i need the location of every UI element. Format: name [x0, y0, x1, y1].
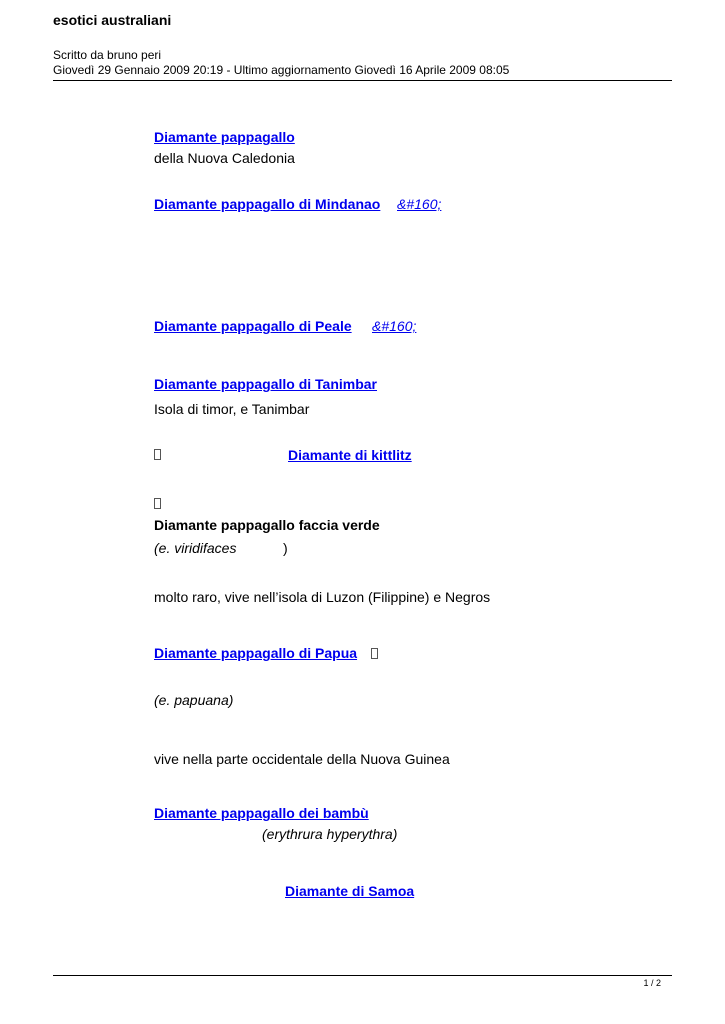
link-diamante-mindanao[interactable]: Diamante pappagallo di Mindanao: [154, 196, 381, 212]
missing-glyph-icon: [154, 449, 161, 460]
entity-link-peale[interactable]: &#160;: [372, 318, 417, 334]
text-luzon: molto raro, vive nell’isola di Luzon (Filippine) e Negros: [154, 589, 491, 605]
link-diamante-bambu[interactable]: Diamante pappagallo dei bambù: [154, 805, 369, 821]
species-viridifaces: (e. viridifaces: [154, 540, 237, 556]
link-diamante-kittlitz[interactable]: Diamante di kittlitz: [288, 447, 412, 463]
entity-link-mindanao[interactable]: &#160;: [397, 196, 442, 212]
species-hyperythra: (erythrura hyperythra): [262, 826, 398, 842]
page-indicator: 1 / 2: [643, 978, 661, 988]
date-line: Giovedì 29 Gennaio 2009 20:19 - Ultimo aggiornamento Giovedì 16 Aprile 2009 08:05: [53, 63, 510, 77]
link-diamante-samoa[interactable]: Diamante di Samoa: [285, 883, 415, 899]
document-title: esotici australiani: [53, 12, 172, 28]
text-nuova-guinea: vive nella parte occidentale della Nuova Guinea: [154, 751, 450, 767]
subtitle-nuova-caledonia: della Nuova Caledonia: [154, 150, 295, 166]
link-diamante-papua[interactable]: Diamante pappagallo di Papua: [154, 645, 358, 661]
link-diamante-peale[interactable]: Diamante pappagallo di Peale: [154, 318, 352, 334]
link-diamante-tanimbar[interactable]: Diamante pappagallo di Tanimbar: [154, 376, 378, 392]
missing-glyph-icon: [154, 498, 161, 509]
header-divider: [53, 80, 672, 81]
species-viridifaces-close: ): [283, 540, 288, 556]
footer-divider: [53, 975, 672, 976]
heading-faccia-verde: Diamante pappagallo faccia verde: [154, 517, 380, 533]
text-isola-timor: Isola di timor, e Tanimbar: [154, 401, 310, 417]
species-papuana: (e. papuana): [154, 692, 234, 708]
author-line: Scritto da bruno peri: [53, 48, 162, 62]
missing-glyph-icon: [371, 648, 378, 659]
link-diamante-pappagallo[interactable]: Diamante pappagallo: [154, 129, 295, 145]
